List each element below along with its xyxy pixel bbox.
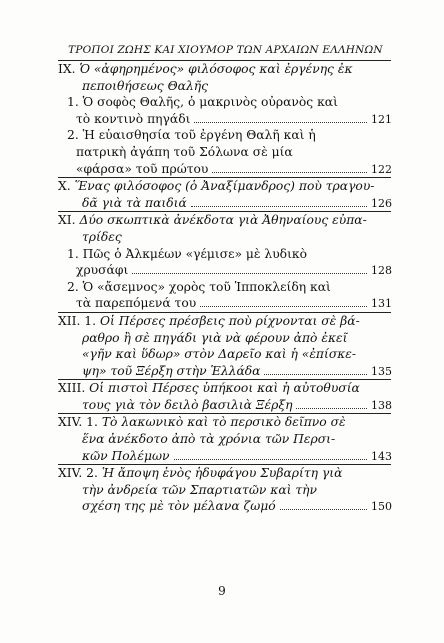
entry-title-text: Ὁ «ἄσεμνος» χορὸς τοῦ Ἱπποκλείδη καὶ — [82, 279, 331, 294]
entry-title-text: ραθρο ἢ σὲ πηγάδι γιὰ νὰ φέρουν ἀπὸ ἐκεῖ — [82, 330, 348, 345]
dot-leader — [264, 365, 367, 375]
entry-number: XIV. 1. — [58, 415, 102, 430]
toc-subentry — [58, 94, 391, 127]
toc-line — [58, 295, 391, 312]
dot-leader — [194, 113, 367, 123]
dot-leader — [212, 163, 367, 173]
toc-line — [58, 482, 391, 499]
toc-line — [58, 61, 391, 78]
entry-title-text: Οἱ Πέρσες πρέσβεις ποὺ ρίχνονται σὲ βά- — [99, 313, 360, 328]
dot-leader — [132, 264, 367, 274]
toc-line — [58, 78, 391, 95]
toc-line — [58, 178, 391, 195]
page-reference: 131 — [371, 297, 392, 311]
toc-line — [58, 111, 391, 128]
entry-title-text: ἕνα ἀνέκδοτο ἀπὸ τὰ χρόνια τῶν Περσι- — [82, 432, 336, 447]
entry-title-text: Δύο σκωπτικὰ ἀνέκδοτα γιὰ Ἀθηναίους εὐπα- — [79, 213, 367, 228]
toc-entry — [58, 61, 391, 178]
entry-text — [82, 448, 170, 465]
entry-title-text: Πῶς ὁ Ἀλκμέων «γέμισε» μὲ λυδικὸ — [82, 246, 307, 261]
entry-text — [82, 363, 260, 380]
page-reference: 150 — [371, 500, 392, 514]
entry-number: 1. — [67, 246, 83, 261]
entry-text — [82, 397, 292, 414]
table-of-contents — [58, 61, 391, 515]
entry-title-text: «γῆν καὶ ὕδωρ» στὸν Δαρεῖο καὶ ἡ «ἐπίσκε- — [82, 347, 357, 362]
entry-title-text: ψη» τοῦ Ξέρξη στὴν Ἑλλάδα — [82, 363, 261, 378]
entry-number: XI. — [58, 213, 80, 228]
toc-line — [58, 246, 391, 263]
entry-number: XII. 1. — [58, 313, 100, 328]
entry-text — [82, 195, 187, 212]
toc-line — [58, 195, 391, 212]
entry-number: XIII. — [58, 381, 90, 396]
toc-line — [58, 127, 391, 144]
toc-line — [58, 94, 391, 111]
toc-entry — [58, 465, 391, 515]
entry-title-text: Ὁ σοφὸς Θαλῆς, ὁ μακρινὸς οὐρανὸς καὶ — [82, 95, 338, 110]
entry-title-text: σχέση της μὲ τὸν μέλανα ζωμό — [82, 499, 276, 514]
toc-line — [58, 144, 391, 161]
entry-title-text: δᾶ γιὰ τὰ παιδιά — [82, 195, 187, 210]
entry-title-text: πεποιθήσεως Θαλῆς — [82, 78, 209, 93]
page-reference: 143 — [371, 449, 392, 463]
toc-line — [58, 380, 391, 397]
toc-subentry — [58, 279, 391, 312]
entry-number: IX. — [58, 62, 80, 76]
page-reference: 128 — [371, 264, 392, 278]
dot-leader — [296, 399, 367, 409]
dot-leader — [174, 450, 368, 460]
toc-line — [58, 346, 391, 363]
entry-text — [76, 295, 196, 312]
entry-title-text: πατρικὴ ἀγάπη τοῦ Σόλωνα σὲ μία — [76, 144, 293, 159]
page-reference: 138 — [371, 398, 392, 412]
toc-line — [58, 161, 391, 178]
entry-title-text: Τὸ λακωνικὸ καὶ τὸ περσικὸ δεῖπνο σὲ — [101, 415, 346, 430]
entry-text — [76, 111, 190, 128]
toc-line — [58, 313, 391, 330]
toc-line — [58, 212, 391, 229]
running-header: ΤΡΟΠΟΙ ΖΩΗΣ ΚΑΙ ΧΙΟΥΜΟΡ ΤΩΝ ΑΡΧΑΙΩΝ ΕΛΛΗΝΩΝ — [68, 44, 383, 56]
entry-title-text: Ὁ «ἀφηρημένος» φιλόσοφος καὶ ἐργένης ἐκ — [79, 62, 353, 76]
entry-text — [82, 498, 276, 515]
page-reference: 122 — [371, 162, 392, 176]
toc-line — [58, 414, 391, 431]
entry-number: 2. — [67, 128, 83, 143]
toc-line — [58, 363, 391, 380]
entry-title-text: χρυσάφι — [76, 263, 129, 278]
toc-line — [58, 279, 391, 296]
toc-entry — [58, 212, 391, 313]
page-reference: 121 — [371, 112, 392, 126]
entry-number: 2. — [67, 279, 83, 294]
entry-title-text: κῶν Πολέμων — [82, 448, 170, 463]
entry-title-text: Ἡ εὐαισθησία τοῦ ἐργένη Θαλῆ καὶ ἡ — [82, 128, 316, 143]
entry-title-text: Ἕνας φιλόσοφος (ὁ Ἀναξίμανδρος) ποὺ τραγου- — [74, 179, 375, 194]
dot-leader — [191, 197, 367, 207]
toc-entry — [58, 313, 391, 380]
page-number: 9 — [218, 584, 226, 598]
entry-title-text: τὴν ἀνδρεία τῶν Σπαρτιατῶν καὶ τὴν — [82, 482, 318, 497]
entry-number: XIV. 2. — [58, 466, 102, 481]
toc-line — [58, 330, 391, 347]
toc-line — [58, 262, 391, 279]
entry-number: 1. — [67, 95, 83, 110]
dot-leader — [200, 297, 367, 307]
toc-entry — [58, 414, 391, 465]
toc-line — [58, 498, 391, 515]
toc-subentry — [58, 127, 391, 177]
entry-title-text: «φάρσα» τοῦ πρώτου — [76, 161, 209, 176]
dot-leader — [280, 500, 367, 510]
entry-title-text: τους γιὰ τὸν δειλὸ βασιλιὰ Ξέρξη — [82, 397, 293, 412]
entry-text — [76, 161, 208, 178]
page-reference: 135 — [371, 364, 392, 378]
toc-line — [58, 431, 391, 448]
entry-title-text: Ἡ ἄποψη ἑνὸς ἡδυφάγου Συβαρίτη γιὰ — [101, 466, 343, 481]
entry-title-text: Οἱ πιστοὶ Πέρσες ὑπήκοοι καὶ ἡ αὐτοθυσία — [89, 381, 360, 396]
toc-line — [58, 229, 391, 246]
entry-title-text: τὰ παρεπόμενά του — [76, 296, 197, 311]
entry-title-text: τρίδες — [82, 229, 122, 244]
page-reference: 126 — [371, 196, 392, 210]
toc-entry — [58, 178, 391, 212]
entry-text — [76, 262, 128, 279]
toc-line — [58, 465, 391, 482]
toc-line — [58, 448, 391, 465]
toc-line — [58, 397, 391, 414]
entry-number: X. — [58, 179, 75, 194]
toc-entry — [58, 380, 391, 414]
toc-subentry — [58, 246, 391, 279]
entry-title-text: τὸ κοντινὸ πηγάδι — [76, 111, 191, 126]
